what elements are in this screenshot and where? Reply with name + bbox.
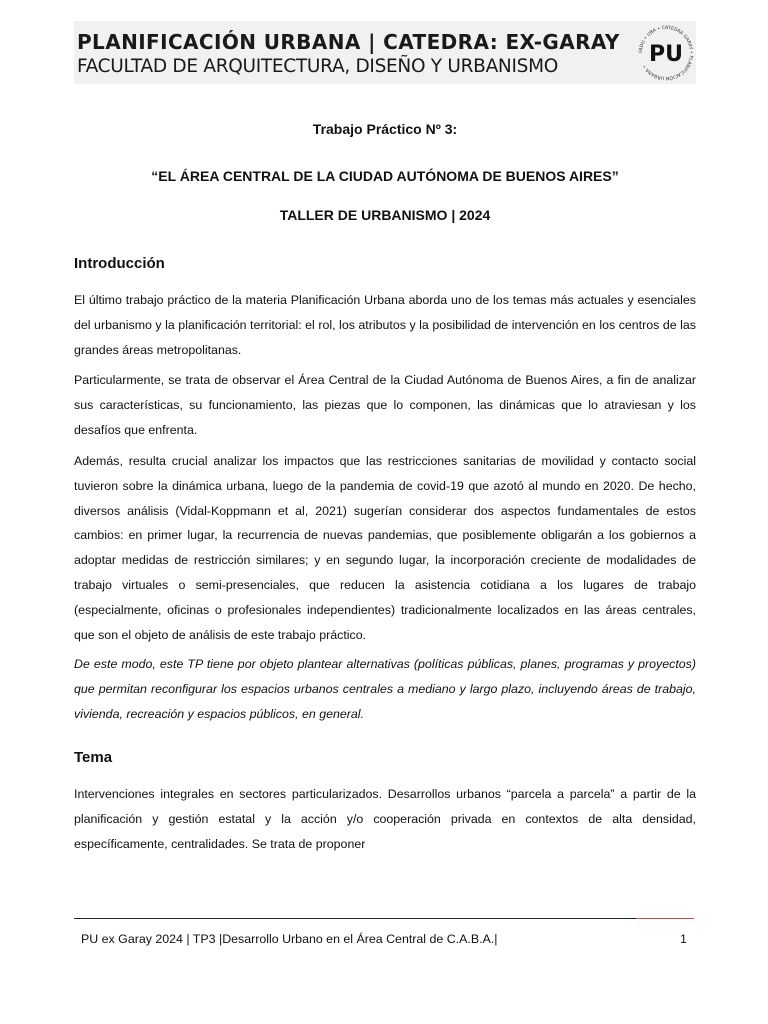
footer-text: PU ex Garay 2024 | TP3 |Desarrollo Urbano en el Área Central de C.A.B.A.| [81,932,498,946]
document-main-title: “EL ÁREA CENTRAL DE LA CIUDAD AUTÓNOMA DE BUENOS AIRES” [151,168,619,184]
page-number: 1 [680,932,687,946]
intro-paragraph-2: Particularmente, se trata de observar el Área Central de la Ciudad Autónoma de Buenos Aires, a fin de analizar sus características, su funcionamiento, las piezas que lo componen, las dinámicas que lo atraviesan y los desafíos que enfrenta. [74,373,696,437]
pu-logo [636,23,696,83]
tema-paragraph-1: Intervenciones integrales en sectores particularizados. Desarrollos urbanos “parcela a parcela” a partir de la planificación y gestión estatal y la acción y/o cooperación privada en contextos de alta densidad, específicamente, centralidades. Se trata de proponer [74,787,696,851]
logo-ring-text: FADU • UBA • CATEDRA GARAY • PLANIFICACIÓN URBANA • [638,25,694,81]
tema-heading: Tema [74,749,113,766]
footer-divider [74,918,636,919]
page-header [74,21,696,84]
header-faculty-name: FACULTAD DE ARQUITECTURA, DISEÑO Y URBANISMO [77,56,558,77]
intro-paragraph-3: Además, resulta crucial analizar los impactos que las restricciones sanitarias de movilidad y contacto social tuvieron sobre la dinámica urbana, luego de la pandemia de covid-19 que azotó al mundo en 2020. De hecho, diversos análisis (Vidal-Koppmann et al, 2021) sugerían considerar dos aspectos fundamentales de estos cambios: en primer lugar, la recurrencia de nuevas pandemias, que posiblemente obligarán a los gobiernos a adoptar medidas de restricción similares; y en segundo lugar, la incorporación creciente de modalidades de trabajo virtuales o semi-presenciales, que reducen la asistencia cotidiana a los lugares de trabajo (especialmente, oficinas o profesionales independientes) tradicionalmente localizados en las áreas centrales, que son el objeto de análisis de este trabajo práctico. [74,454,696,642]
tp-number-title: Trabajo Práctico Nº 3: [312,121,458,137]
workshop-title: TALLER DE URBANISMO | 2024 [279,207,491,223]
header-course-title: PLANIFICACIÓN URBANA | CATEDRA: EX-GARAY [77,30,620,54]
logo-initials: PU [649,42,683,67]
intro-heading: Introducción [74,255,165,272]
intro-paragraph-1: El último trabajo práctico de la materia Planificación Urbana aborda uno de los temas más actuales y esenciales del urbanismo y la planificación territorial: el rol, los atributos y la posibilidad de intervención en los centros de las grandes áreas metropolitanas. [74,293,696,357]
intro-paragraph-4: De este modo, este TP tiene por objeto plantear alternativas (políticas públicas, planes, programas y proyectos) que permitan reconfigurar los espacios urbanos centrales a mediano y largo plazo, incluyendo áreas de trabajo, vivienda, recreación y espacios públicos, en general. [74,657,696,721]
footer-divider-accent [636,918,694,919]
